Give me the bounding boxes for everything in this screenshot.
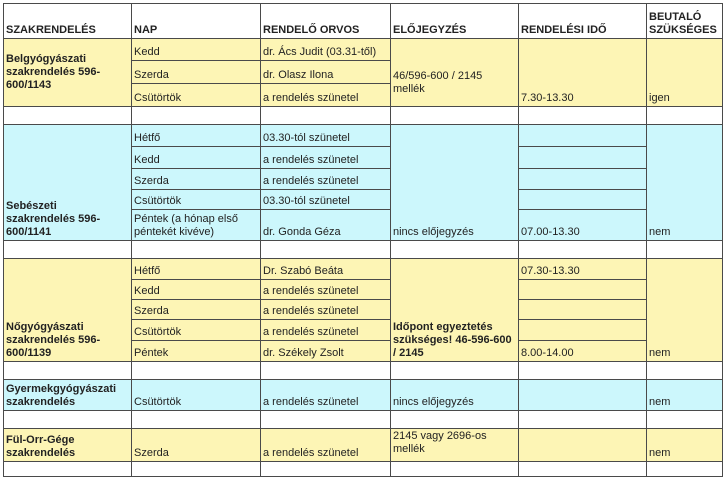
schedule-table bbox=[3, 3, 723, 477]
doctor-cell: a rendelés szünetel bbox=[263, 326, 359, 338]
booking-cell: nincs előjegyzés bbox=[393, 226, 474, 238]
day-cell: Hétfő bbox=[134, 265, 161, 277]
day-cell: Péntek bbox=[134, 347, 169, 359]
day-cell: Hétfő bbox=[134, 132, 161, 144]
doctor-cell: a rendelés szünetel bbox=[263, 285, 359, 297]
section-name: Sebészeti szakrendelés 596-600/1141 bbox=[6, 200, 101, 238]
header-szakrendeles: SZAKRENDELÉS bbox=[6, 24, 96, 36]
day-cell: Csütörtök bbox=[134, 195, 182, 207]
header-rendelesi-ido: RENDELÉSI IDŐ bbox=[521, 24, 607, 36]
doctor-cell: a rendelés szünetel bbox=[263, 175, 359, 187]
day-cell: Csütörtök bbox=[134, 396, 182, 408]
day-cell: Szerda bbox=[134, 305, 169, 317]
day-cell: Kedd bbox=[134, 154, 160, 166]
header-nap: NAP bbox=[134, 24, 158, 36]
hours-cell: 07.30-13.30 bbox=[521, 265, 580, 277]
doctor-cell: dr. Olasz Ilona bbox=[263, 69, 334, 81]
booking-cell: 2145 vagy 2696-os mellék bbox=[393, 430, 487, 455]
section-name: Gyermekgyógyászati szakrendelés bbox=[6, 383, 117, 408]
section-name: Nőgyógyászati szakrendelés 596-600/1139 bbox=[6, 321, 101, 359]
day-cell: Szerda bbox=[134, 69, 169, 81]
header-orvos: RENDELŐ ORVOS bbox=[263, 24, 360, 36]
day-cell: Csütörtök bbox=[134, 326, 182, 338]
doctor-cell: dr. Ács Judit (03.31-től) bbox=[263, 46, 377, 58]
day-cell: Péntek (a hónap első péntekét kivéve) bbox=[134, 213, 238, 238]
day-cell: Szerda bbox=[134, 447, 169, 459]
hours-cell: 07.00-13.30 bbox=[521, 226, 580, 238]
booking-cell: 46/596-600 / 2145 mellék bbox=[393, 70, 483, 95]
header-elojegyzes: ELŐJEGYZÉS bbox=[393, 24, 467, 36]
section-name: Belgyógyászati szakrendelés 596-600/1143 bbox=[6, 52, 101, 91]
doctor-cell: a rendelés szünetel bbox=[263, 396, 359, 408]
referral-cell: nem bbox=[649, 396, 671, 408]
doctor-cell: a rendelés szünetel bbox=[263, 92, 359, 104]
referral-cell: nem bbox=[649, 226, 671, 238]
doctor-cell: 03.30-tól szünetel bbox=[263, 132, 350, 144]
doctor-cell: a rendelés szünetel bbox=[263, 305, 359, 317]
referral-cell: nem bbox=[649, 447, 671, 459]
doctor-cell: Dr. Szabó Beáta bbox=[263, 265, 344, 277]
hours-cell: 7.30-13.30 bbox=[521, 92, 574, 104]
day-cell: Szerda bbox=[134, 175, 169, 187]
doctor-cell: 03.30-tól szünetel bbox=[263, 195, 350, 207]
day-cell: Kedd bbox=[134, 46, 160, 58]
section-name: Fül-Orr-Gége szakrendelés bbox=[6, 434, 76, 459]
day-cell: Csütörtök bbox=[134, 92, 182, 104]
doctor-cell: a rendelés szünetel bbox=[263, 154, 359, 166]
booking-cell: nincs előjegyzés bbox=[393, 396, 474, 408]
hours-cell: 8.00-14.00 bbox=[521, 347, 574, 359]
day-cell: Kedd bbox=[134, 285, 160, 297]
doctor-cell: a rendelés szünetel bbox=[263, 447, 359, 459]
header-beutalo: BEUTALÓ SZÜKSÉGES bbox=[649, 11, 717, 36]
booking-cell: Időpont egyeztetés szükséges! 46-596-600 / 2145 bbox=[393, 321, 512, 359]
referral-cell: nem bbox=[649, 347, 671, 359]
doctor-cell: dr. Székely Zsolt bbox=[263, 347, 344, 359]
referral-cell: igen bbox=[649, 92, 670, 104]
doctor-cell: dr. Gonda Géza bbox=[263, 226, 341, 238]
